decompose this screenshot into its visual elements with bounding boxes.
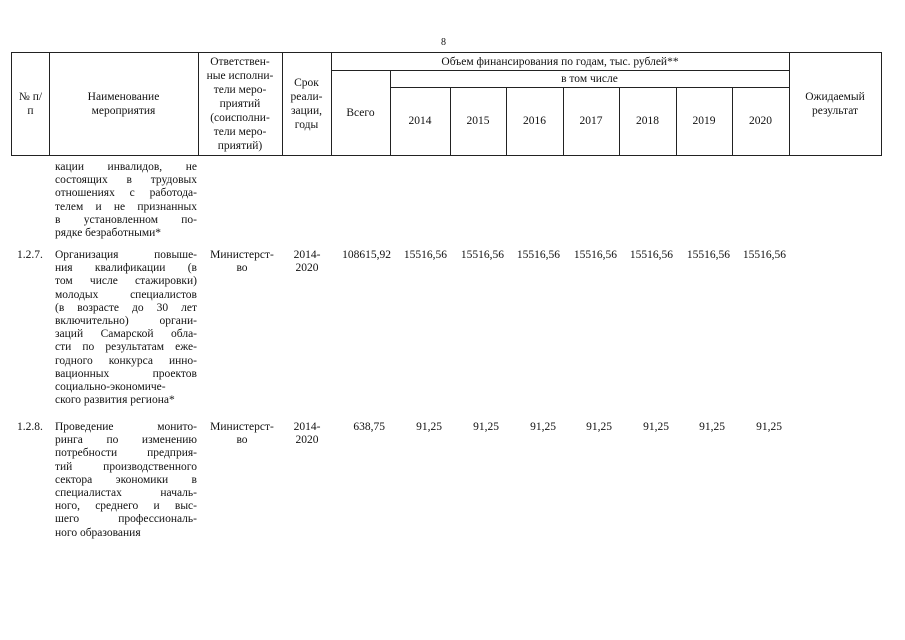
header-year-label: 2018 bbox=[636, 115, 659, 127]
header-total-label: Всего bbox=[346, 106, 375, 119]
header-including-cell bbox=[390, 70, 789, 87]
row-year-value: 91,25 bbox=[586, 421, 612, 433]
header-total-cell bbox=[331, 70, 390, 155]
page-number: 8 bbox=[441, 37, 446, 48]
text-line: во bbox=[236, 434, 248, 447]
row-year-value: 15516,56 bbox=[516, 249, 560, 261]
text-line: состоящих в трудовых bbox=[55, 174, 197, 187]
text-line: специалистах началь- bbox=[55, 486, 197, 499]
text-line: шего профессиональ- bbox=[55, 513, 197, 526]
row-year-value: 91,25 bbox=[530, 421, 556, 433]
row-term bbox=[283, 421, 331, 447]
header-number-cell bbox=[12, 53, 49, 155]
text-line: (в возрасте до 30 лет bbox=[55, 301, 197, 314]
text-line: Министерст- bbox=[210, 421, 274, 433]
text-line: отношениях с работода- bbox=[55, 187, 197, 200]
header-funding-label: Объем финансирования по годам, тыс. рублей** bbox=[441, 55, 679, 68]
row-number: 1.2.8. bbox=[17, 421, 43, 433]
header-year-label: 2016 bbox=[523, 115, 546, 127]
header-number-label: № п/п bbox=[18, 91, 43, 117]
row-year-value: 91,25 bbox=[756, 421, 782, 433]
text-line: в установленном по- bbox=[55, 213, 197, 226]
text-line: включительно) органи- bbox=[55, 314, 197, 327]
row-description bbox=[55, 249, 197, 407]
text-line: рядке безработными* bbox=[55, 226, 162, 239]
header-year-cell bbox=[732, 87, 789, 155]
header-including-label: в том числе bbox=[561, 72, 618, 85]
text-line: годного конкурса инно- bbox=[55, 354, 197, 367]
header-year-cell bbox=[676, 87, 732, 155]
row-number: 1.2.7. bbox=[17, 249, 43, 261]
text-line: социально-экономиче- bbox=[55, 380, 166, 393]
header-year-cell bbox=[619, 87, 676, 155]
text-line: ния квалификации (в bbox=[55, 262, 197, 275]
header-result-label: Ожидаемый результат bbox=[805, 91, 865, 117]
row-year-value: 15516,56 bbox=[460, 249, 504, 261]
text-line: вационных проектов bbox=[55, 367, 197, 380]
text-line: сектора экономики в bbox=[55, 473, 197, 486]
header-term-label: Срок реали-зации, годы bbox=[290, 77, 323, 131]
continuation-text bbox=[55, 161, 197, 240]
header-year-label: 2014 bbox=[408, 115, 432, 127]
text-line: том числе стажировки) bbox=[55, 275, 197, 288]
header-executor-label: Ответствен-ные исполни-тели меро-приятий (соисполни-тели меро-приятий) bbox=[206, 56, 274, 152]
table-header bbox=[11, 52, 882, 156]
row-year-value: 91,25 bbox=[416, 421, 442, 433]
text-line: ного, среднего и выс- bbox=[55, 500, 197, 513]
text-line: Организация повыше- bbox=[55, 249, 197, 261]
text-line: молодых специалистов bbox=[55, 288, 197, 301]
row-year-value: 91,25 bbox=[643, 421, 669, 433]
text-line: ринга по изменению bbox=[55, 434, 197, 447]
row-year-value: 15516,56 bbox=[573, 249, 617, 261]
text-line: тий производственного bbox=[55, 460, 197, 473]
header-year-label: 2017 bbox=[579, 115, 603, 127]
row-total: 108615,92 bbox=[342, 249, 391, 261]
header-year-cell bbox=[563, 87, 619, 155]
text-line: ского развития региона* bbox=[55, 394, 175, 407]
text-line: потребности предприя- bbox=[55, 447, 197, 460]
text-line: 2020 bbox=[295, 262, 319, 275]
text-line: ного образования bbox=[55, 526, 141, 539]
text-line: телем и не признанных bbox=[55, 200, 197, 213]
header-year-label: 2019 bbox=[692, 115, 716, 127]
text-line: 2014- bbox=[293, 249, 321, 261]
header-term-cell bbox=[282, 53, 331, 155]
row-executor bbox=[200, 421, 284, 447]
row-total: 638,75 bbox=[353, 421, 385, 433]
row-executor bbox=[200, 249, 284, 275]
header-name-cell bbox=[49, 53, 198, 155]
row-year-value: 15516,56 bbox=[403, 249, 447, 261]
row-year-value: 15516,56 bbox=[742, 249, 786, 261]
row-year-value: 91,25 bbox=[699, 421, 725, 433]
row-year-value: 15516,56 bbox=[629, 249, 673, 261]
text-line: Проведение монито- bbox=[55, 421, 197, 433]
row-term bbox=[283, 249, 331, 275]
header-executor-cell bbox=[198, 53, 282, 155]
text-line: сти по результатам еже- bbox=[55, 341, 197, 354]
text-line: 2020 bbox=[295, 434, 319, 447]
row-year-value: 91,25 bbox=[473, 421, 499, 433]
header-name-label: Наименование мероприятия bbox=[87, 91, 160, 117]
header-year-cell bbox=[390, 87, 450, 155]
text-line: кации инвалидов, не bbox=[55, 161, 197, 173]
header-year-cell bbox=[506, 87, 563, 155]
header-funding-cell bbox=[331, 53, 789, 70]
header-result-cell bbox=[789, 53, 881, 155]
header-year-label: 2015 bbox=[466, 115, 490, 127]
text-line: во bbox=[236, 262, 248, 275]
header-year-cell bbox=[450, 87, 506, 155]
header-year-label: 2020 bbox=[749, 115, 772, 127]
row-description bbox=[55, 421, 197, 540]
text-line: заций Самарской обла- bbox=[55, 328, 197, 341]
row-year-value: 15516,56 bbox=[686, 249, 730, 261]
text-line: Министерст- bbox=[210, 249, 274, 261]
text-line: 2014- bbox=[293, 421, 321, 433]
